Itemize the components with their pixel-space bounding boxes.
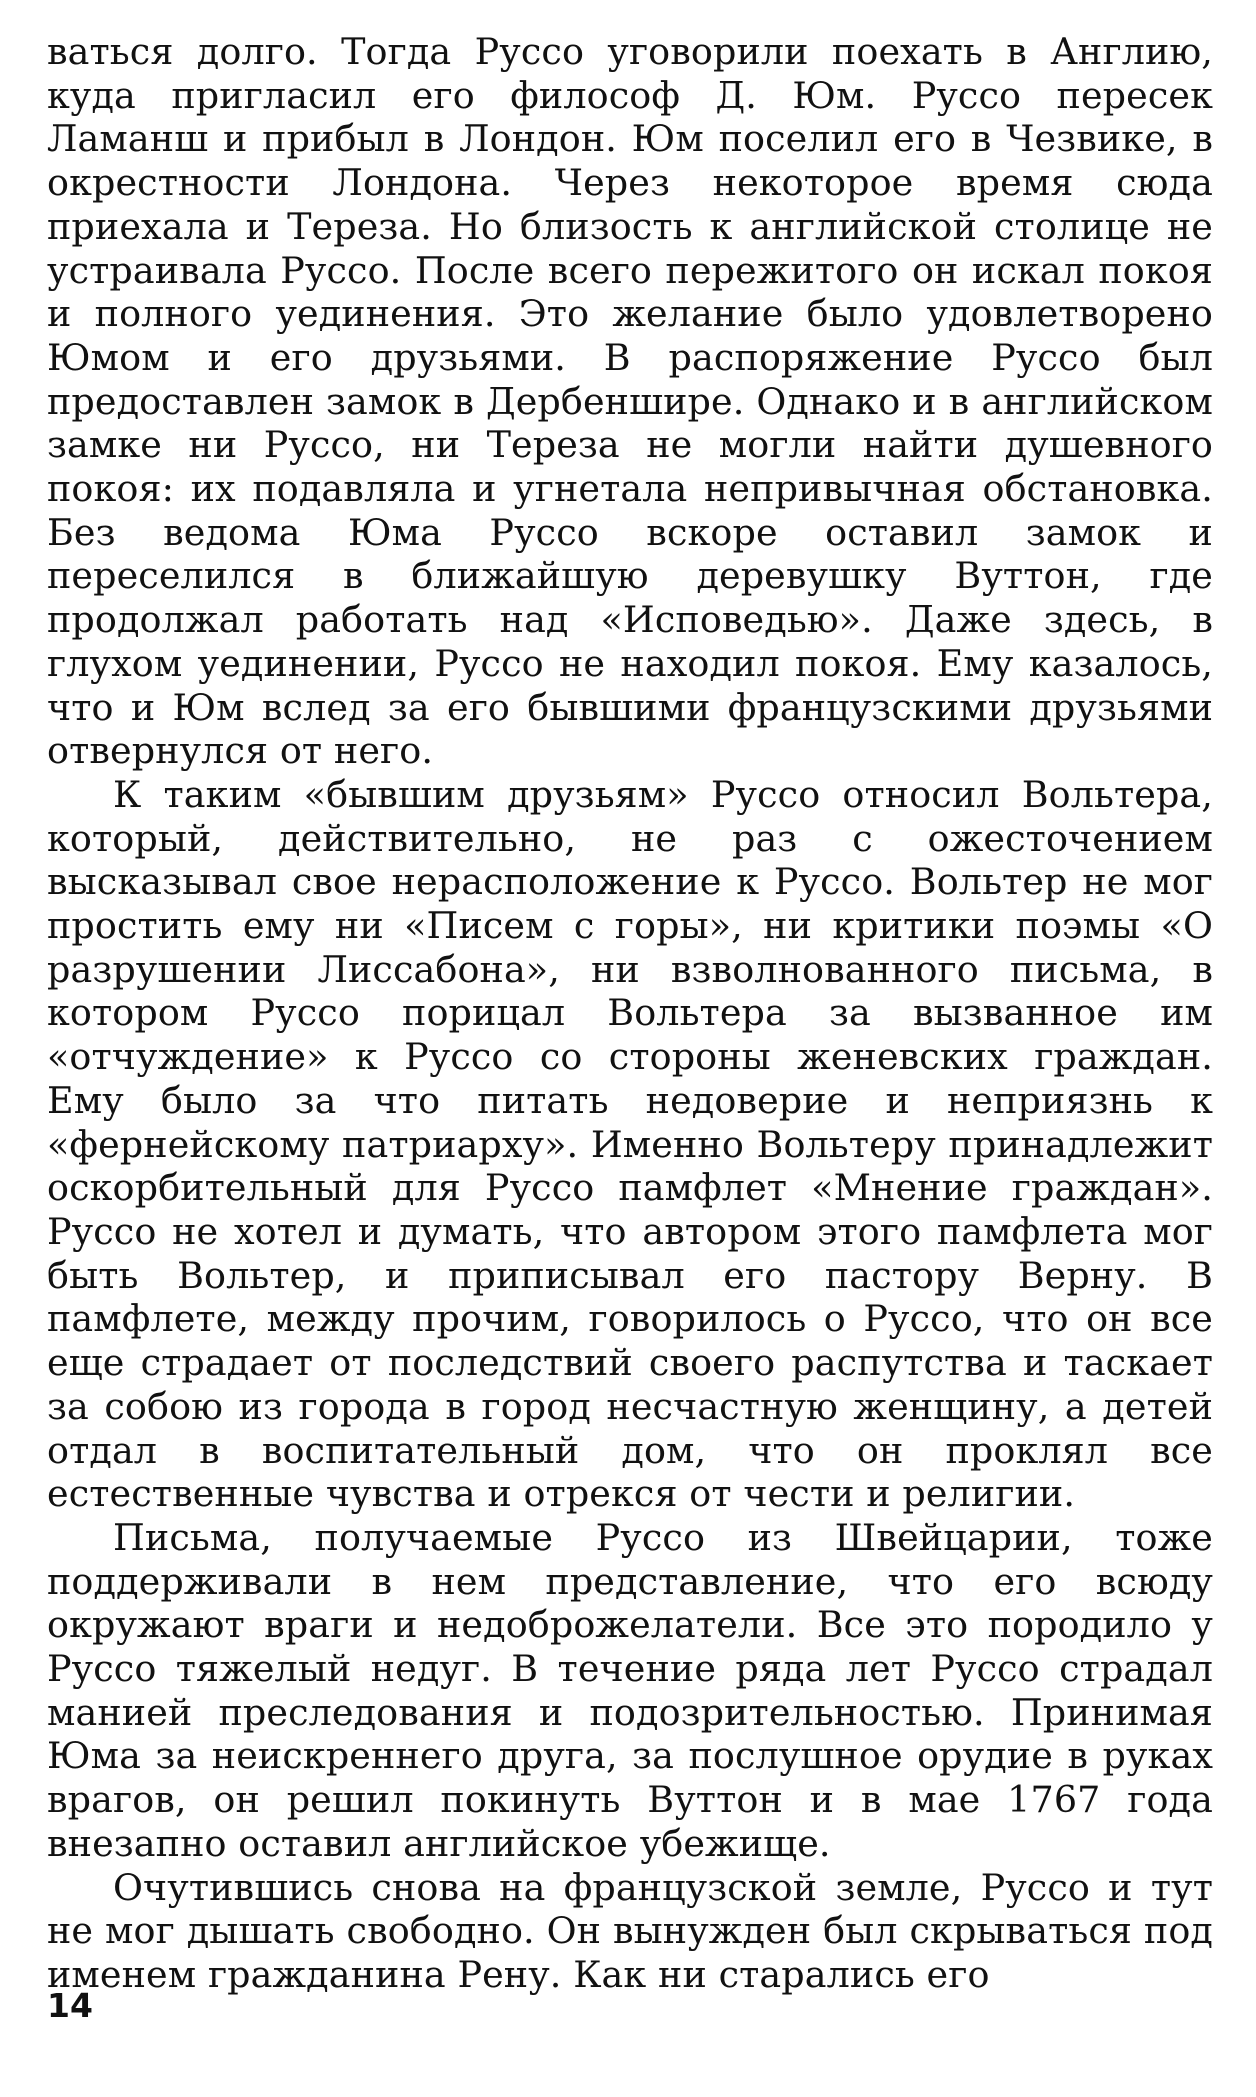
book-page [47, 30, 1213, 2070]
paragraph-4: Очутившись снова на французской земле, Руссо и тут не мог дышать свободно. Он вынужден был скрываться под именем гражданина Рену. Как ни старались его [47, 1865, 1213, 1996]
paragraph-2: К таким «бывшим друзьям» Руссо относил Вольтера, который, действительно, не раз с ожесточением высказывал свое нерасположение к Руссо. Вольтер не мог простить ему ни «Писем с горы», ни критики поэмы «О разрушении Лиссабона», ни взволнованного письма, в котором Руссо порицал Вольтера за вызванное им «отчуждение» к Руссо со стороны женевских граждан. Ему было за что питать недоверие и неприязнь к «фернейскому патриарху». Именно Вольтеру принадлежит оскорбительный для Руссо памфлет «Мнение граждан». Руссо не хотел и думать, что автором этого памфлета мог быть Вольтер, и приписывал его пастору Верну. В памфлете, между прочим, говорилось о Руссо, что он все еще страдает от последствий своего распутства и таскает за собою из города в город несчастную женщину, а детей отдал в воспитательный дом, что он проклял все естественные чувства и отрекся от чести и религии. [47, 772, 1213, 1516]
paragraph-1: ваться долго. Тогда Руссо уговорили поехать в Англию, куда пригласил его философ Д. Юм. Руссо пересек Ламанш и прибыл в Лондон. Юм поселил его в Чезвике, в окрестности Лондона. Через некоторое время сюда приехала и Тереза. Но близость к английской столице не устраивала Руссо. После всего пережитого он искал покоя и полного уединения. Это желание было удовлетворено Юмом и его друзьями. В распоряжение Руссо был предоставлен замок в Дербеншире. Однако и в английском замке ни Руссо, ни Тереза не могли найти душевного покоя: их подавляла и угнетала непривычная обстановка. Без ведома Юма Руссо вскоре оставил замок и переселился в ближайшую деревушку Вуттон, где продолжал работать над «Исповедью». Даже здесь, в глухом уединении, Руссо не находил покоя. Ему казалось, что и Юм вслед за его бывшими французскими друзьями отвернулся от него. [47, 30, 1213, 773]
paragraph-3: Письма, получаемые Руссо из Швейцарии, тоже поддерживали в нем представление, что его всюду окружают враги и недоброжелатели. Все это породило у Руссо тяжелый недуг. В течение ряда лет Руссо страдал манией преследования и подозрительностью. Принимая Юма за неискреннего друга, за послушное орудие в руках врагов, он решил покинуть Вуттон и в мае 1767 года внезапно оставил английское убежище. [47, 1515, 1213, 1865]
page-number: 14 [47, 1986, 94, 2025]
